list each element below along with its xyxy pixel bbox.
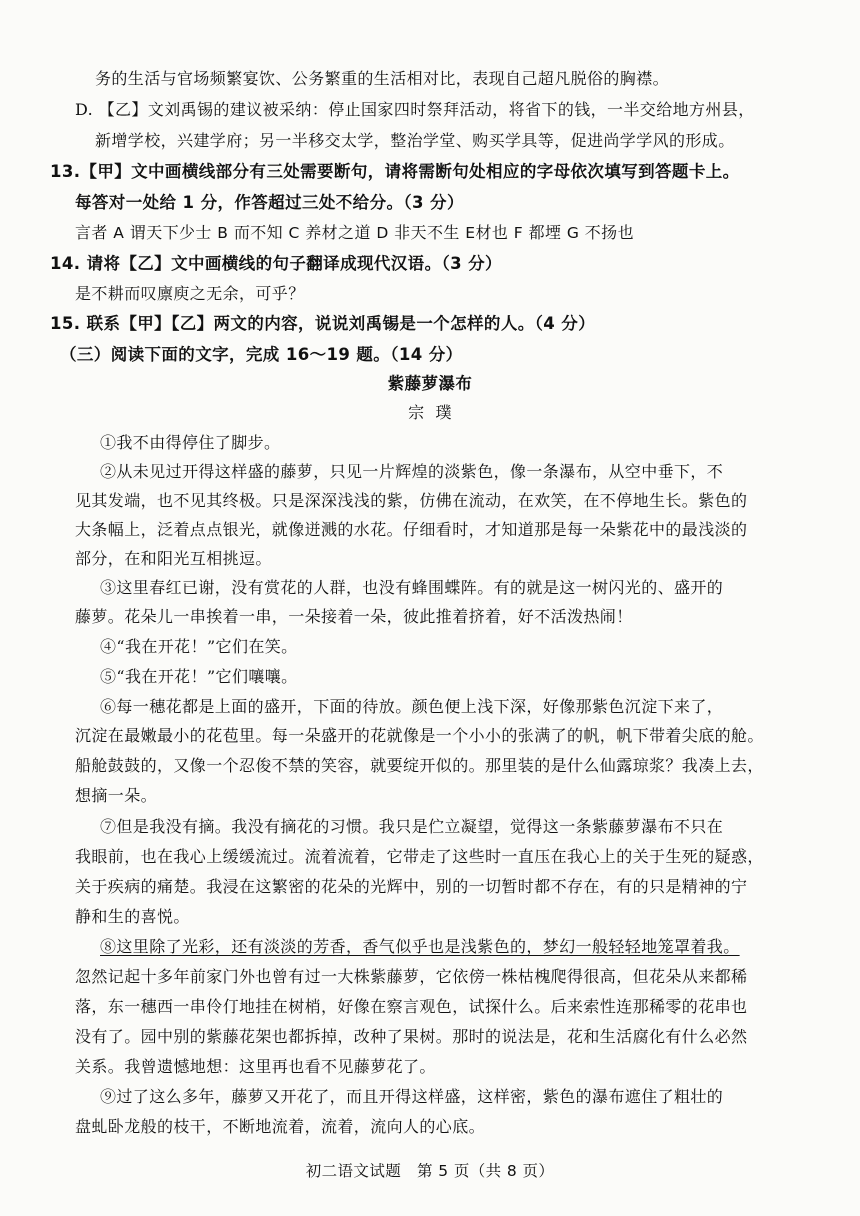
question-13-line1: 13.【甲】文中画横线部分有三处需要断句，请将需断句处相应的字母依次填写到答题卡上。: [50, 162, 740, 181]
paragraph-6-line2: 沉淀在最嫩最小的花苞里。每一朵盛开的花就像是一个小小的张满了的帆，帆下带着尖底的舱。: [75, 726, 764, 745]
paragraph-4: ④“我在开花！”它们在笑。: [100, 637, 298, 656]
segment-text: 养材之道: [299, 223, 377, 242]
paragraph-2-line3: 大条幅上，泛着点点银光，就像迸溅的水花。仔细看时，才知道那是每一朵紫花中的最浅淡的: [75, 520, 748, 539]
question-13-options: [75, 222, 634, 244]
question-13-line2: 每答对一处给 1 分，作答超过三处不给分。（3 分）: [75, 193, 464, 212]
segment-text: 都堙: [523, 223, 567, 242]
section-3-heading: （三）阅读下面的文字，完成 16～19 题。（14 分）: [60, 345, 463, 364]
paragraph-1: ①我不由得停住了脚步。: [100, 433, 281, 452]
question-15: 15. 联系【甲】【乙】两文的内容，说说刘禹锡是一个怎样的人。（4 分）: [50, 314, 596, 333]
question-14: 14. 请将【乙】文中画横线的句子翻译成现代汉语。（3 分）: [50, 254, 502, 273]
page-footer: 初二语文试题 第 5 页（共 8 页）: [305, 1162, 555, 1180]
option-d-line2: 新增学校，兴建学府；另一半移交太学，整治学堂、购买学具等，促进尚学学风的形成。: [95, 131, 735, 150]
option-c-continued: 务的生活与官场频繁宴饮、公务繁重的生活相对比，表现自己超凡脱俗的胸襟。: [95, 69, 670, 88]
paragraph-2-line2: 见其发端，也不见其终极。只是深深浅浅的紫，仿佛在流动，在欢笑，在不停地生长。紫色的: [75, 491, 748, 510]
paragraph-8-line3: 落，东一穗西一串伶仃地挂在树梢，好像在察言观色，试探什么。后来索性连那稀零的花串也: [75, 997, 748, 1016]
segment-text: 而不知: [228, 223, 289, 242]
paragraph-7-line2: 我眼前，也在我心上缓缓流过。流着流着，它带走了这些时一直压在我心上的关于生死的疑惑，: [75, 847, 764, 866]
paragraph-8-line5: 关系。我曾遗憾地想：这里再也看不见藤萝花了。: [75, 1057, 436, 1076]
mark-a: A: [113, 224, 125, 242]
mark-g: G: [566, 224, 580, 242]
paragraph-7-line3: 关于疾病的痛楚。我浸在这繁密的花朵的光辉中，别的一切暂时都不存在，有的只是精神的宁: [75, 877, 748, 896]
paragraph-5: ⑤“我在开花！”它们嚷嚷。: [100, 667, 298, 686]
paragraph-8-underlined-sentence: ⑧这里除了光彩，还有淡淡的芳香，香气似乎也是浅紫色的，梦幻一般轻轻地笼罩着我。: [100, 937, 740, 956]
segment-text: 言者: [75, 223, 114, 242]
article-author: 宗 璞: [408, 403, 452, 422]
mark-c: C: [288, 224, 300, 242]
paragraph-7-line1: ⑦但是我没有摘。我没有摘花的习惯。我只是伫立凝望，觉得这一条紫藤萝瀑布不只在: [100, 817, 724, 836]
option-d-line1: D. 【乙】文刘禹锡的建议被采纳：停止国家四时祭拜活动，将省下的钱，一半交给地方州县，: [75, 100, 755, 119]
paragraph-8-line4: 没有了。园中别的紫藤花架也都拆掉，改种了果树。那时的说法是，花和生活腐化有什么必然: [75, 1027, 748, 1046]
mark-f: F: [513, 224, 524, 242]
paragraph-6-line4: 想摘一朵。: [75, 786, 158, 805]
paragraph-7-line4: 静和生的喜悦。: [75, 907, 190, 926]
article-title: 紫藤萝瀑布: [387, 374, 473, 393]
paragraph-6-line3: 船舱鼓鼓的，又像一个忍俊不禁的笑容，就要绽开似的。那里装的是什么仙露琼浆？我凑上去，: [75, 756, 764, 775]
paragraph-3-line2: 藤萝。花朵儿一串挨着一串，一朵接着一朵，彼此推着挤着，好不活泼热闹！: [75, 607, 633, 626]
paragraph-2-line4: 部分，在和阳光互相挑逗。: [75, 549, 272, 568]
paragraph-6-line1: ⑥每一穗花都是上面的盛开，下面的待放。颜色便上浅下深，好像那紫色沉淀下来了，: [100, 697, 724, 716]
paragraph-2-line1: ②从未见过开得这样盛的藤萝，只见一片辉煌的淡紫色，像一条瀑布，从空中垂下，不: [100, 462, 724, 481]
paragraph-3-line1: ③这里春红已谢，没有赏花的人群，也没有蜂围蝶阵。有的就是这一树闪光的、盛开的: [100, 578, 724, 597]
segment-text: 非天不生: [388, 223, 466, 242]
paragraph-8-line2: 忽然记起十多年前家门外也曾有过一大株紫藤萝，它依傍一株枯槐爬得很高，但花朵从来都稀: [75, 967, 748, 986]
mark-d: D: [376, 224, 389, 242]
mark-b: B: [217, 224, 229, 242]
segment-text: 谓天下少士: [124, 223, 218, 242]
question-14-sentence: 是不耕而叹廪庾之无余，可乎？: [75, 284, 305, 303]
segment-text: 不扬也: [579, 223, 634, 242]
paragraph-9-line1: ⑨过了这么多年，藤萝又开花了，而且开得这样盛，这样密，紫色的瀑布遮住了粗壮的: [100, 1087, 724, 1106]
segment-text: 材也: [475, 223, 514, 242]
paragraph-9-line2: 盘虬卧龙般的枝干，不断地流着，流着，流向人的心底。: [75, 1117, 486, 1136]
mark-e: E: [465, 224, 476, 242]
